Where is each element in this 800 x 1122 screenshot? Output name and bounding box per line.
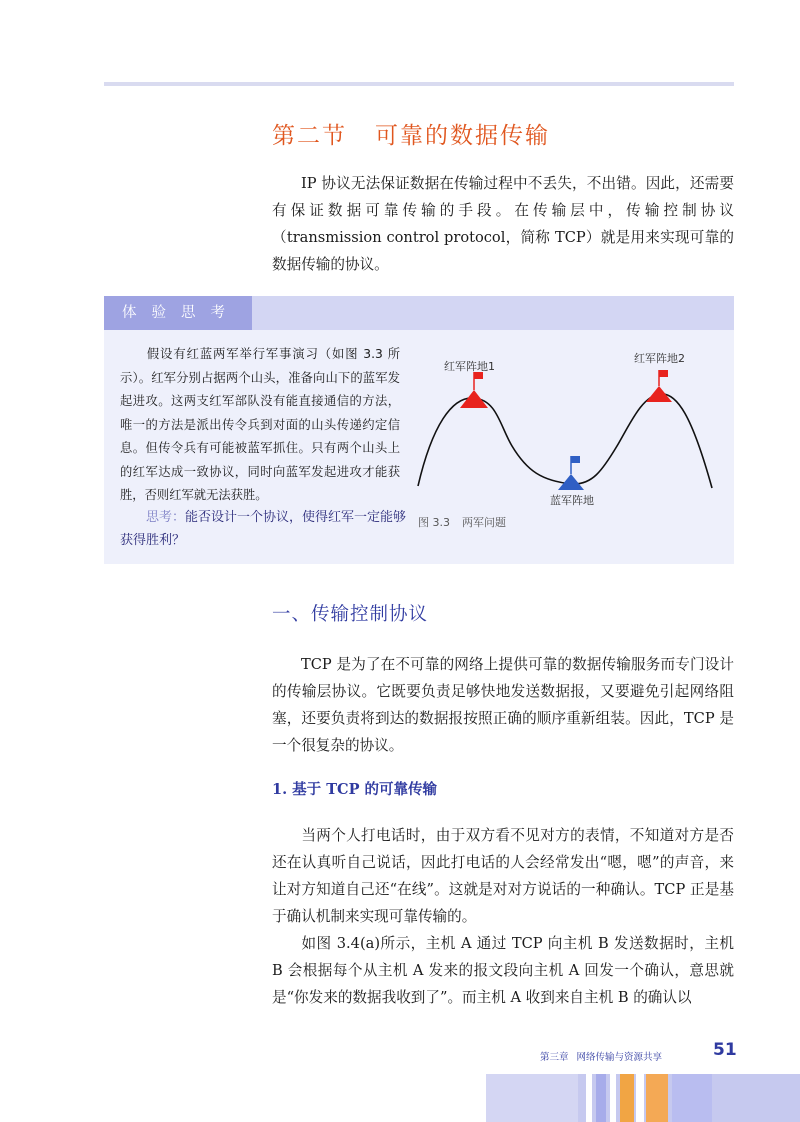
red-flag-1-icon	[460, 372, 488, 408]
deco-stripe	[596, 1074, 606, 1122]
deco-stripe	[646, 1074, 668, 1122]
decorative-color-band	[486, 1074, 800, 1122]
deco-stripe	[486, 1074, 578, 1122]
think-label: 思考：	[146, 510, 186, 525]
footer-chapter-title: 网络传输与资源共享	[576, 1052, 663, 1063]
tcp-paragraph-text: TCP 是为了在不可靠的网络上提供可靠的数据传输服务而专门设计的传输层协议。它既要负责足够快地发送数据报，又要避免引起网络阻塞，还要负责将到达的数据报按照正确的顺序重新组装。因此，TCP 是一个很复杂的协议。	[272, 656, 734, 754]
page-footer	[540, 1049, 662, 1063]
tcp-paragraph	[272, 651, 734, 759]
figure-caption-text: 两军问题	[462, 516, 506, 529]
blue-position-label: 蓝军阵地	[550, 494, 594, 507]
deco-stripe	[636, 1074, 644, 1122]
two-armies-figure	[412, 346, 728, 536]
top-rule	[104, 82, 734, 86]
section-number: 第二节	[272, 123, 347, 149]
page-number: 51	[713, 1040, 737, 1060]
deco-stripe	[716, 1074, 800, 1122]
phone-paragraph	[272, 822, 734, 930]
phone-paragraph-text: 当两个人打电话时，由于双方看不见对方的表情，不知道对方是否还在认真听自己说话，因此打电话的人会经常发出“嗯，嗯”的声音，来让对方知道自己还“在线”。这就是对对方说话的一种确认。TCP 正是基于确认机制来实现可靠传输的。	[272, 827, 734, 925]
red-flag-2-icon	[646, 370, 672, 402]
intro-text: IP 协议无法保证数据在传输过程中不丢失，不出错。因此，还需要有保证数据可靠传输的手段。在传输层中，传输控制协议（transmission control protocol，简称 TCP）就是用来实现可靠的数据传输的协议。	[272, 175, 734, 273]
red-position-1-label: 红军阵地1	[444, 360, 495, 373]
figure-caption-number: 图 3.3	[418, 516, 450, 529]
footer-chapter: 第三章	[540, 1052, 569, 1063]
experience-text-body: 假设有红蓝两军举行军事演习（如图 3.3 所示）。红军分别占据两个山头，准备向山下的蓝军发起进攻。这两支红军部队没有能直接通信的方法，唯一的方法是派出传令兵到对面的山头传递约定信息。但传令兵有可能被蓝军抓住。只有两个山头上的红军达成一致协议，同时向蓝军发起进攻才能获胜，否则红军就无法获胜。	[120, 347, 400, 502]
section-title-text: 可靠的数据传输	[375, 123, 550, 149]
deco-stripe	[672, 1074, 712, 1122]
section-title	[272, 117, 550, 150]
blue-flag-icon	[558, 456, 584, 490]
think-question	[120, 506, 410, 552]
think-text: 能否设计一个协议，使得红军一定能够获得胜利？	[120, 510, 407, 548]
deco-stripe	[586, 1074, 592, 1122]
heading-tcp: 一、传输控制协议	[272, 604, 429, 625]
figure-ref-paragraph-text: 如图 3.4(a)所示，主机 A 通过 TCP 向主机 B 发送数据时，主机 B 会根据每个从主机 A 发来的报文段向主机 A 回发一个确认，意思就是“你发来的数据我收到了”。而主机 A 收到来自主机 B 的确认以	[272, 935, 734, 1006]
figure-ref-paragraph	[272, 930, 734, 1011]
mountain-curve	[418, 394, 712, 488]
red-position-2-label: 红军阵地2	[634, 352, 685, 365]
subheading-reliable-transfer: 1. 基于 TCP 的可靠传输	[272, 781, 438, 798]
figure-caption	[418, 514, 506, 530]
deco-stripe	[620, 1074, 634, 1122]
experience-header-bar	[104, 296, 734, 330]
experience-tab: 体验思考	[104, 296, 252, 330]
intro-paragraph	[272, 170, 734, 278]
deco-stripe	[610, 1074, 616, 1122]
experience-text	[120, 343, 400, 508]
